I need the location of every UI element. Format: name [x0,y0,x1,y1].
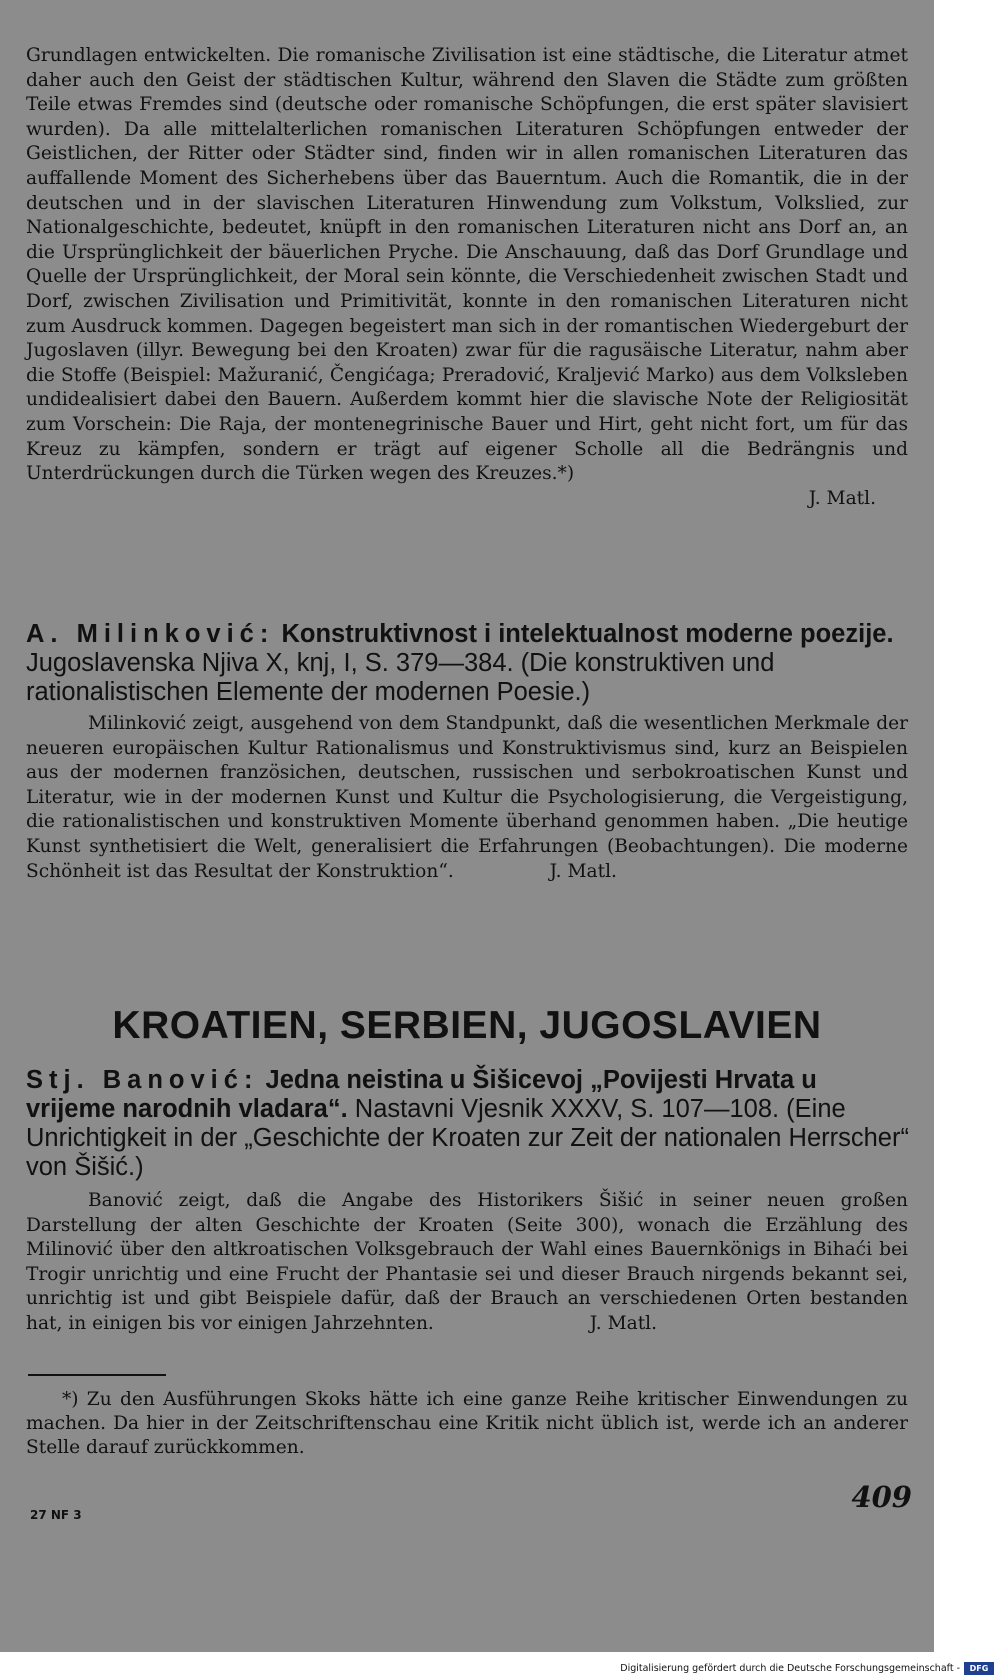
entry1-author: A. Milinković: [26,620,275,648]
dfg-logo[interactable]: DFG [964,1662,994,1675]
entry2-signature: J. Matl. [589,1312,658,1334]
entry1-heading [26,620,912,707]
top-paragraph-text: Grundlagen entwickelten. Die romanische Zivilisation ist eine städtische, die Literatur atmet daher auch den Geist der städtischen Kultur, während den Slaven die Städte zum größten Teile etwas Fremdes sind (deutsche oder romanische Schöpfungen, die erst später slavisiert wurden). Da alle mittelalterlichen romanischen Literaturen Schöpfungen entweder der Geistlichen, der Ritter oder Städter sind, finden wir in allen romanischen Literaturen das auffallende Moment des Sicherhebens über das Bauerntum. Auch die Romantik, die in der deutschen und in der slavischen Literaturen Hinwendung zum Volkstum, Volkslied, zur Nationalgeschichte, bedeutet, knüpft in den romanischen Literaturen nicht ans Dorf an, an die Ursprünglichkeit der bäuerlichen Pryche. Die Anschauung, daß das Dorf Grundlage und Quelle der Ursprünglichkeit, der Moral sein könnte, die Verschiedenheit zwischen Stadt und Dorf, zwischen Zivilisation und Primitivität, konnte in den romanischen Literaturen nicht zum Ausdruck kommen. Dagegen begeistert man sich in der romantischen Wiedergeburt der Jugoslaven (illyr. Bewegung bei den Kroaten) zwar für die ragusäische Literatur, nahm aber die Stoffe (Beispiel: Mažuranić, Čengićaga; Preradović, Kraljević Marko) aus dem Volksleben undidealisiert dabei den Bauern. Außerdem kommt hier die slavische Note der Religiosität zum Vorschein: Die Raja, der montenegrinische Bauer und Hirt, geht nicht fort, um für das Kreuz zu kämpfen, sondern er trägt auf eigener Scholle all die Bedrängnis und Unterdrückungen durch die Türken wegen des Kreuzes.*) [26,45,908,485]
entry2-body [26,1189,908,1337]
entry2-author: Stj. Banović: [26,1066,259,1094]
entry2-title: Jedna neistina u Šišicevoj „Povijesti Hrvata u vrijeme narodnih vladara“. [26,1066,817,1123]
footnote: *) Zu den Ausführungen Skoks hätte ich eine ganze Reihe kritischer Einwendungen zu machen. Da hier in der Zeitschriftenschau eine Kritik nicht üblich ist, werde ich an anderer Stelle darauf zurückkommen. [26,1389,908,1458]
section-title: KROATIEN, SERBIEN, JUGOSLAVIEN [112,1004,822,1047]
entry1-signature: J. Matl. [549,860,617,882]
credit-line: Digitalisierung gefördert durch die Deutsche Forschungsgemeinschaft - [620,1663,960,1674]
entry1-title: Konstruktivnost i intelektualnost moderne poezije. [281,620,894,648]
top-paragraph [26,44,908,511]
entry2-citation: Nastavni Vjesnik XXXV, S. 107—108. (Eine Unrichtigkeit in der „Geschichte der Kroaten zur Zeit der nationalen Herrscher“ von Šišić.) [26,1095,909,1181]
entry1-body-text: Milinković zeigt, ausgehend von dem Standpunkt, daß die wesentlichen Merkmale der neueren europäischen Kultur Rationalismus und Konstruktivismus sind, kurz an Beispielen aus der modernen französichen, deutschen, russischen und serbokroatischen Kunst und Literatur, wie in der modernen Kunst und Kultur die Psychologisierung, die Vergeistigung, die rationalistischen und konstruktiven Momente überhand genommen haben. „Die heutige Kunst synthetisiert die Welt, generalisiert die Erfahrungen (Beobachtungen). Die moderne Schönheit ist das Resultat der Konstruktion“. [26,713,908,882]
footnote-rule [28,1374,166,1376]
entry1-citation: Jugoslavenska Njiva X, knj, I, S. 379—384. (Die konstruktiven und rationalistischen Elemente der modernen Poesie.) [26,649,775,706]
signature-code: 27 NF 3 [30,1508,82,1522]
entry2-body-text: Banović zeigt, daß die Angabe des Historikers Šišić in seiner neuen großen Darstellung der alten Geschichte der Kroaten (Seite 300), wonach die Erzählung des Milinović über den altkroatischen Volksgebrauch der Wahl eines Bauernkönigs in Bihaći bei Trogir unrichtig und eine Frucht der Phantasie sei und dieser Brauch nirgends bekannt sei, unrichtig ist und gibt Beispiele dafür, daß der Brauch an verschiedenen Orten bestanden hat, in einigen bis vor einigen Jahrzehnten. [26,1190,908,1334]
top-signature: J. Matl. [808,487,876,509]
entry1-body [26,712,908,884]
entry2-heading [26,1066,912,1182]
page-number: 409 [851,1480,912,1514]
